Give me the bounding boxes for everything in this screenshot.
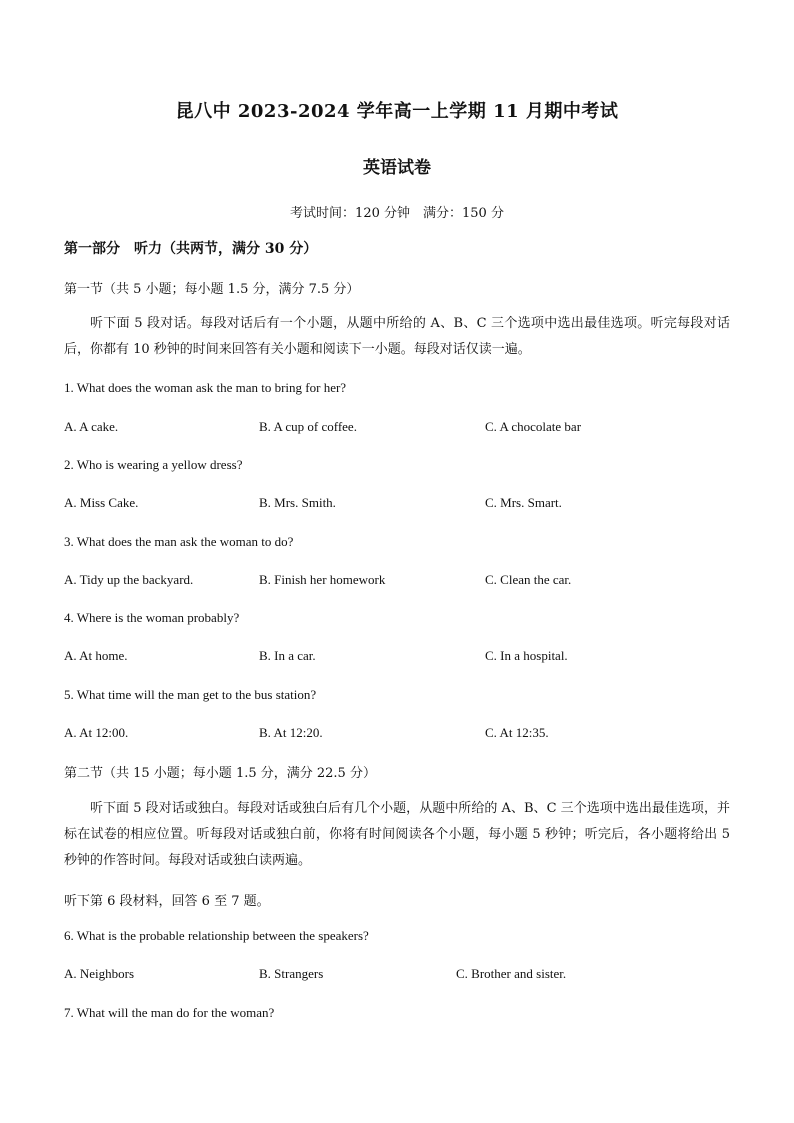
option-a: A. A cake. <box>64 419 119 434</box>
option-b: B. At 12:20. <box>259 725 323 740</box>
question-stem: 5. What time will the man get to the bus station? <box>64 687 317 702</box>
exam-subtitle: 英语试卷 <box>363 158 431 178</box>
option-a: A. Miss Cake. <box>64 495 139 510</box>
section1-heading: 第一节（共 5 小题；每小题 1.5 分，满分 7.5 分） <box>64 282 360 297</box>
question-stem: 2. Who is wearing a yellow dress? <box>64 457 243 472</box>
question-stem: 1. What does the woman ask the man to bring for her? <box>64 380 347 395</box>
question-stem: 3. What does the man ask the woman to do? <box>64 534 294 549</box>
option-b: B. Mrs. Smith. <box>259 495 336 510</box>
option-c: C. Brother and sister. <box>456 966 567 981</box>
option-c: C. A chocolate bar <box>485 419 582 434</box>
exam-info: 考试时间：120 分钟 满分：150 分 <box>290 206 504 221</box>
option-c: C. At 12:35. <box>485 725 549 740</box>
material-note: 听下第 6 段材料，回答 6 至 7 题。 <box>64 894 270 909</box>
option-b: B. Strangers <box>259 966 324 981</box>
option-a: A. Neighbors <box>64 966 135 981</box>
option-a: A. At home. <box>64 648 128 663</box>
option-b: B. Finish her homework <box>259 572 386 587</box>
option-a: A. At 12:00. <box>64 725 129 740</box>
section1-instructions: 听下面 5 段对话。每段对话后有一个小题，从题中所给的 A、B、C 三个选项中选出最佳选项。听完每段对话后，你都有 10 秒钟的时间来回答有关小题和阅读下一小题。每段对话仅读一遍。 <box>64 316 730 357</box>
option-c: C. In a hospital. <box>485 648 568 663</box>
option-c: C. Mrs. Smart. <box>485 495 562 510</box>
question-stem: 7. What will the man do for the woman? <box>64 1005 275 1020</box>
exam-title: 昆八中 2023-2024 学年高一上学期 11 月期中考试 <box>175 101 619 122</box>
question-stem: 4. Where is the woman probably? <box>64 610 240 625</box>
section2-heading: 第二节（共 15 小题；每小题 1.5 分，满分 22.5 分） <box>64 766 376 781</box>
option-a: A. Tidy up the backyard. <box>64 572 194 587</box>
section2-instructions: 听下面 5 段对话或独白。每段对话或独白后有几个小题，从题中所给的 A、B、C 三个选项中选出最佳选项，并标在试卷的相应位置。听每段对话或独白前，你将有时间阅读各个小题，每小题 5 秒钟；听完后，各小题将给出 5 秒钟的作答时间。每段对话或独白读两遍。 <box>64 801 730 868</box>
option-b: B. In a car. <box>259 648 316 663</box>
option-c: C. Clean the car. <box>485 572 572 587</box>
option-b: B. A cup of coffee. <box>259 419 357 434</box>
part1-heading: 第一部分 听力（共两节，满分 30 分） <box>64 241 318 257</box>
question-stem: 6. What is the probable relationship between the speakers? <box>64 928 369 943</box>
